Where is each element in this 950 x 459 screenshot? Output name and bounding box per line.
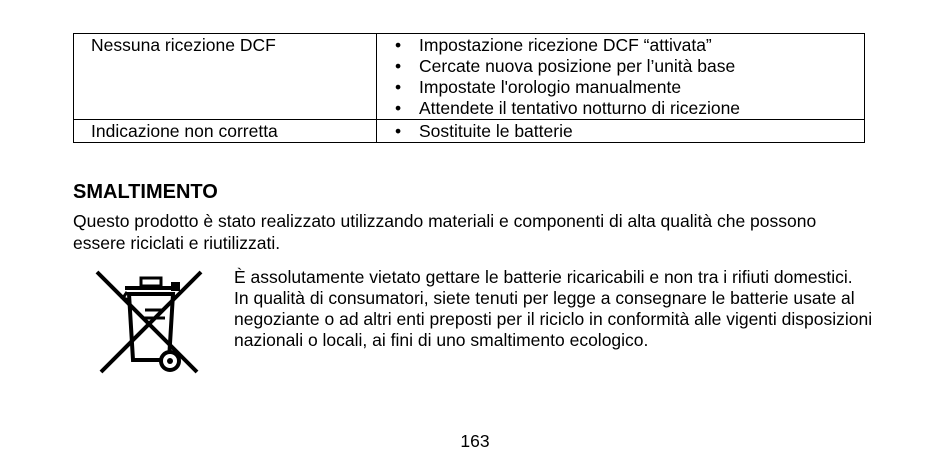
notice-paragraph: È assolutamente vietato gettare le batterie ricaricabili e non tra i rifiuti domestici. bbox=[234, 267, 853, 287]
solutions-cell bbox=[377, 34, 865, 120]
solution-text: Cercate nuova posizione per l’unità base bbox=[419, 56, 736, 76]
table-row bbox=[74, 34, 865, 120]
page-number: 163 bbox=[460, 431, 490, 451]
list-item bbox=[395, 77, 864, 98]
bullet: • bbox=[395, 121, 402, 141]
solutions-list bbox=[377, 34, 864, 119]
crossed-out-wheelie-bin-icon bbox=[93, 268, 205, 376]
section-heading: SMALTIMENTO bbox=[73, 181, 218, 203]
troubleshooting-table bbox=[73, 33, 865, 143]
solutions-cell bbox=[377, 120, 865, 143]
disposal-notice bbox=[234, 267, 874, 351]
solution-text: Impostate l'orologio manualmente bbox=[419, 77, 682, 97]
problem-cell bbox=[74, 120, 377, 143]
list-item bbox=[395, 56, 864, 77]
bullet: • bbox=[395, 35, 402, 55]
table-row bbox=[74, 120, 865, 143]
solution-text: Sostituite le batterie bbox=[419, 121, 573, 141]
solution-text: Impostazione ricezione DCF “attivata” bbox=[419, 35, 712, 55]
problem-cell bbox=[74, 34, 377, 120]
list-item bbox=[395, 121, 864, 142]
problem-text: Nessuna ricezione DCF bbox=[91, 35, 276, 55]
bullet: • bbox=[395, 77, 402, 97]
list-item bbox=[395, 35, 864, 56]
list-item bbox=[395, 98, 864, 119]
intro-paragraph: Questo prodotto è stato realizzato utilizzando materiali e componenti di alta qualità che possono essere riciclati e riutilizzati. bbox=[73, 211, 817, 253]
problem-text: Indicazione non corretta bbox=[91, 121, 278, 141]
bullet: • bbox=[395, 56, 402, 76]
solutions-list bbox=[377, 120, 864, 142]
bullet: • bbox=[395, 98, 402, 118]
solution-text: Attendete il tentativo notturno di ricezione bbox=[419, 98, 741, 118]
notice-paragraph: In qualità di consumatori, siete tenuti per legge a consegnare le batterie usate al negoziante o ad altri enti preposti per il riciclo in conformità alle vigenti disposizioni nazionali o locali, ai fini di uno smaltimento ecologico. bbox=[234, 288, 873, 350]
